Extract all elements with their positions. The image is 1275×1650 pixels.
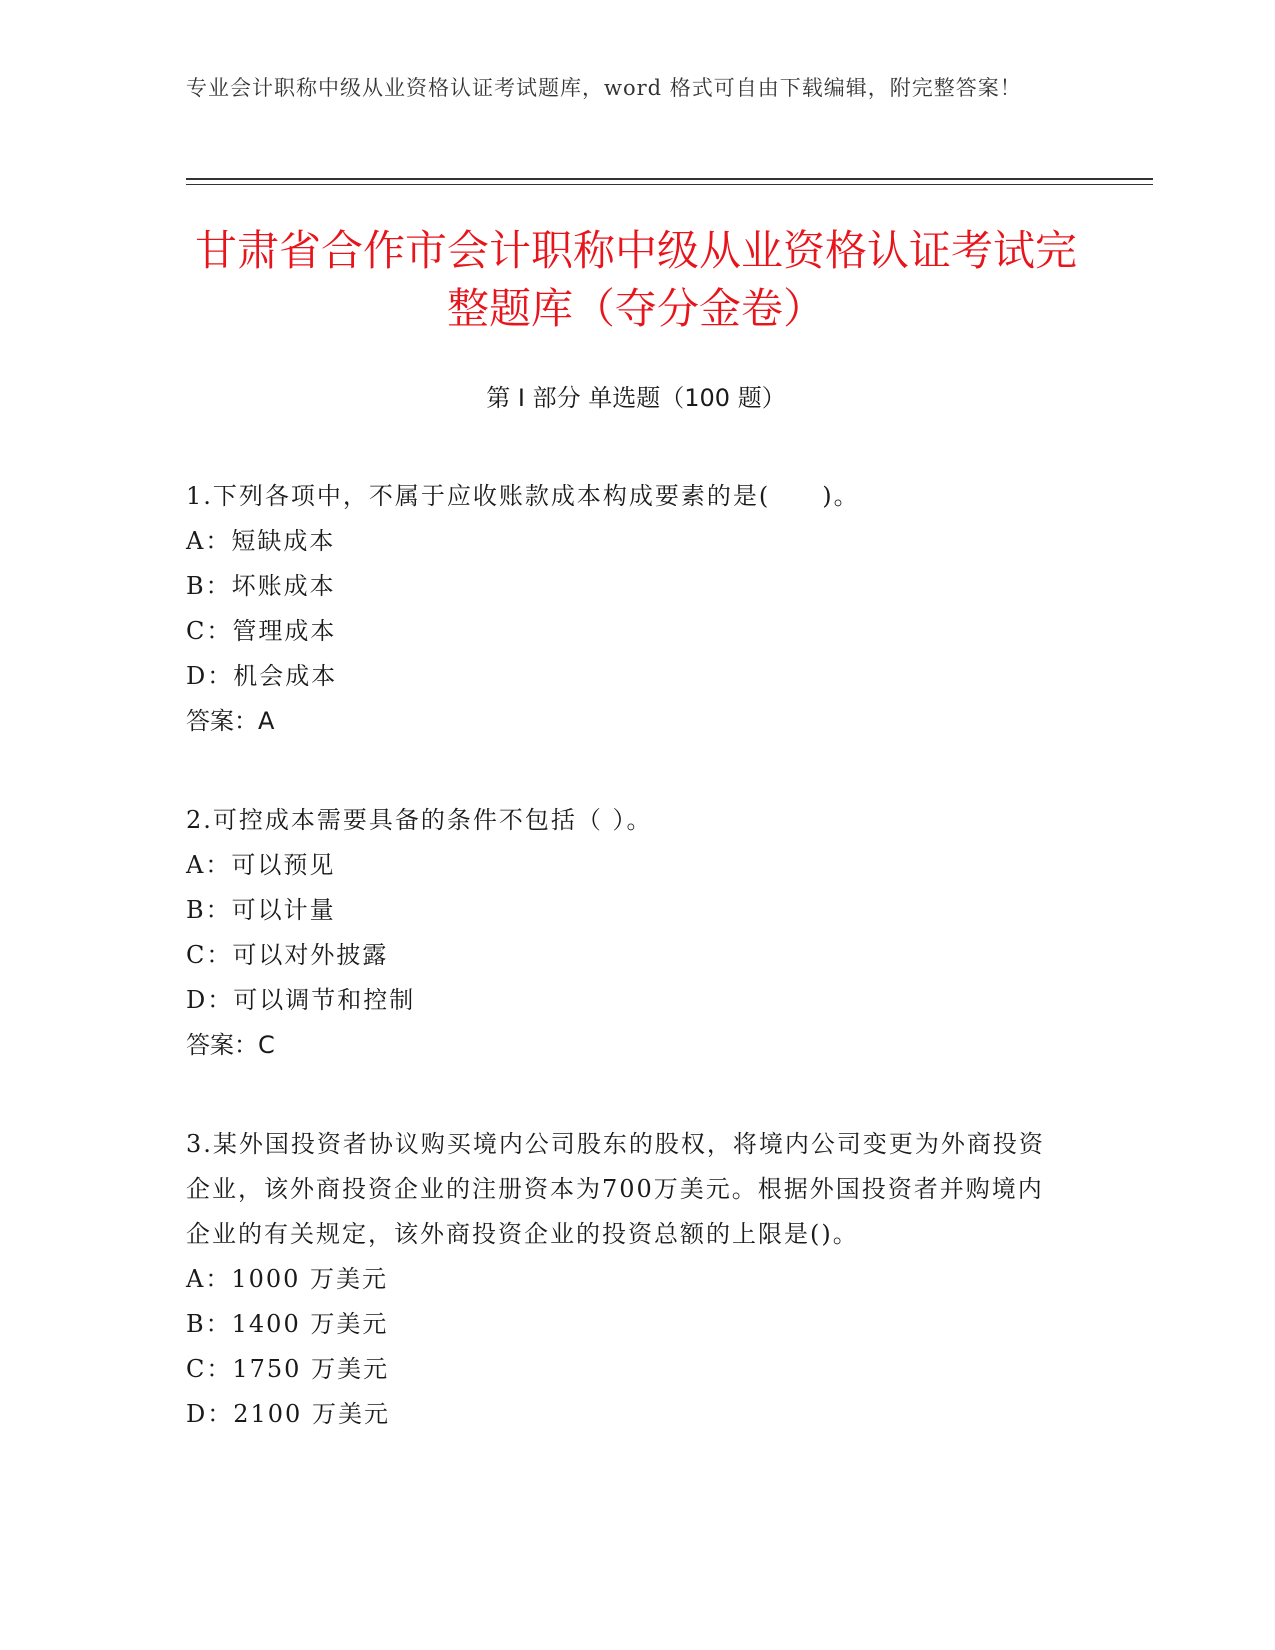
header-divider bbox=[186, 178, 1153, 180]
option-d: D：机会成本 bbox=[186, 662, 338, 690]
option-d: D：可以调节和控制 bbox=[186, 986, 416, 1014]
option-b: B：可以计量 bbox=[186, 896, 336, 924]
option-b: B：1400 万美元 bbox=[186, 1310, 389, 1338]
answer: 答案：C bbox=[186, 1031, 275, 1059]
question-3 bbox=[186, 1122, 1066, 1437]
question-stem: 1.下列各项中，不属于应收账款成本构成要素的是( )。 bbox=[186, 482, 860, 510]
question-stem: 2.可控成本需要具备的条件不包括（ ）。 bbox=[186, 806, 653, 834]
option-b: B：坏账成本 bbox=[186, 572, 336, 600]
option-d: D：2100 万美元 bbox=[186, 1400, 390, 1428]
option-c: C：管理成本 bbox=[186, 617, 337, 645]
option-a: A：短缺成本 bbox=[186, 527, 336, 555]
option-c: C：1750 万美元 bbox=[186, 1355, 390, 1383]
question-stem: 3.某外国投资者协议购买境内公司股东的股权，将境内公司变更为外商投资企业，该外商投资企业的注册资本为700万美元。根据外国投资者并购境内企业的有关规定，该外商投资企业的投资总额的上限是()。 bbox=[186, 1130, 1045, 1248]
option-c: C：可以对外披露 bbox=[186, 941, 389, 969]
header-divider-thin bbox=[186, 184, 1153, 185]
answer: 答案：A bbox=[186, 707, 275, 735]
header-note: 专业会计职称中级从业资格认证考试题库，word 格式可自由下载编辑，附完整答案！ bbox=[186, 76, 1022, 100]
option-a: A：可以预见 bbox=[186, 851, 336, 879]
question-2 bbox=[186, 798, 1066, 1068]
question-1 bbox=[186, 474, 1066, 744]
question-list bbox=[186, 474, 1066, 1491]
document-title: 甘肃省合作市会计职称中级从业资格认证考试完整题库（夺分金卷） bbox=[194, 226, 1077, 333]
section-heading: 第 I 部分 单选题（100 题） bbox=[486, 384, 786, 412]
option-a: A：1000 万美元 bbox=[186, 1265, 389, 1293]
